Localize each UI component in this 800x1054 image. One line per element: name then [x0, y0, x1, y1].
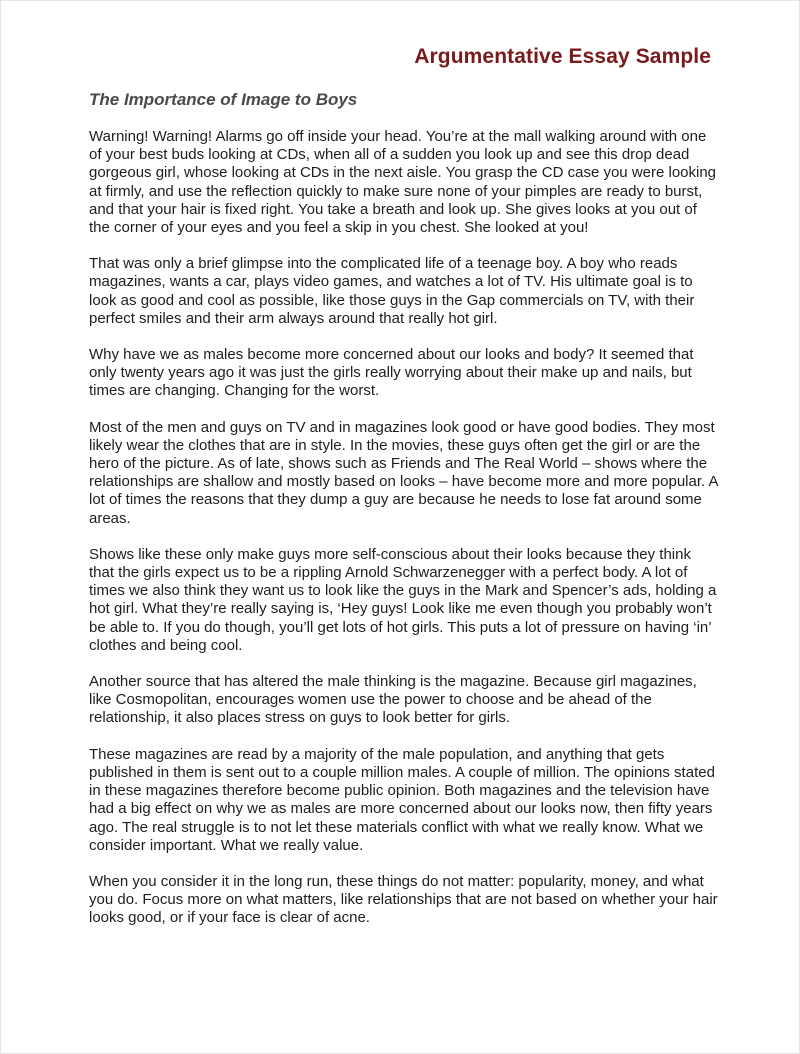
paragraph-2: That was only a brief glimpse into the complicated life of a teenage boy. A boy who reads magazines, wants a car, plays video games, and watches a lot of TV. His ultimate goal is to look as good and cool as possible, like those guys in the Gap commercials on TV, with their perfect smiles and their arm always around that really hot girl.	[89, 255, 695, 327]
paragraph-8: When you consider it in the long run, these things do not matter: popularity, money, and what you do. Focus more on what matters, like relationships that are not based on whether your hair looks good, or if your face is clear of acne.	[89, 872, 718, 927]
document-title: Argumentative Essay Sample	[414, 45, 711, 68]
paragraph-4: Most of the men and guys on TV and in magazines look good or have good bodies. They most likely wear the clothes that are in style. In the movies, these guys often get the girl or are the hero of the picture. As of late, shows such as Friends and The Real World – shows where the relationships are shallow and mostly based on looks – have become more and more popular. A lot of times the reasons that they dump a guy are because he needs to lose fat around some areas.	[89, 418, 718, 527]
document-subtitle: The Importance of Image to Boys	[89, 90, 358, 109]
paragraph-5: Shows like these only make guys more self-conscious about their looks because they think that the girls expect us to be a rippling Arnold Schwarzenegger with a perfect body. A lot of times we also think they want us to look like the guys in the Mark and Spencer’s ads, holding a hot girl. What they’re really saying is, ‘Hey guys! Look like me even though you probably won’t be able to. If you do though, you’ll get lots of hot girls. This puts a lot of pressure on having ‘in’ clothes and being cool.	[89, 545, 717, 654]
essay-body	[89, 128, 719, 946]
paragraph-6: Another source that has altered the male thinking is the magazine. Because girl magazines, like Cosmopolitan, encourages women use the power to choose and be ahead of the relationship, it also places stress on guys to look better for girls.	[89, 673, 697, 727]
paragraph-7: These magazines are read by a majority of the male population, and anything that gets published in them is sent out to a couple million males. A couple of million. The opinions stated in these magazines therefore become public opinion. Both magazines and the television have had a big effect on why we as males are more concerned about our looks now, then fifty years ago. The real struggle is to not let these materials conflict with what we really know. What we consider important. What we really value.	[89, 745, 715, 854]
paragraph-1: Warning! Warning! Alarms go off inside your head. You’re at the mall walking around with one of your best buds looking at CDs, when all of a sudden you look up and see this drop dead gorgeous girl, whose looking at CDs in the next aisle. You grasp the CD case you were looking at firmly, and use the reflection quickly to make sure none of your pimples are ready to burst, and that your hair is fixed right. You take a breath and look up. She gives looks at you out of the corner of your eyes and you feel a skip in you chest. She looked at you!	[89, 128, 717, 237]
paragraph-3: Why have we as males become more concerned about our looks and body? It seemed that only twenty years ago it was just the girls really worrying about their make up and nails, but times are changing. Changing for the worst.	[89, 346, 694, 400]
